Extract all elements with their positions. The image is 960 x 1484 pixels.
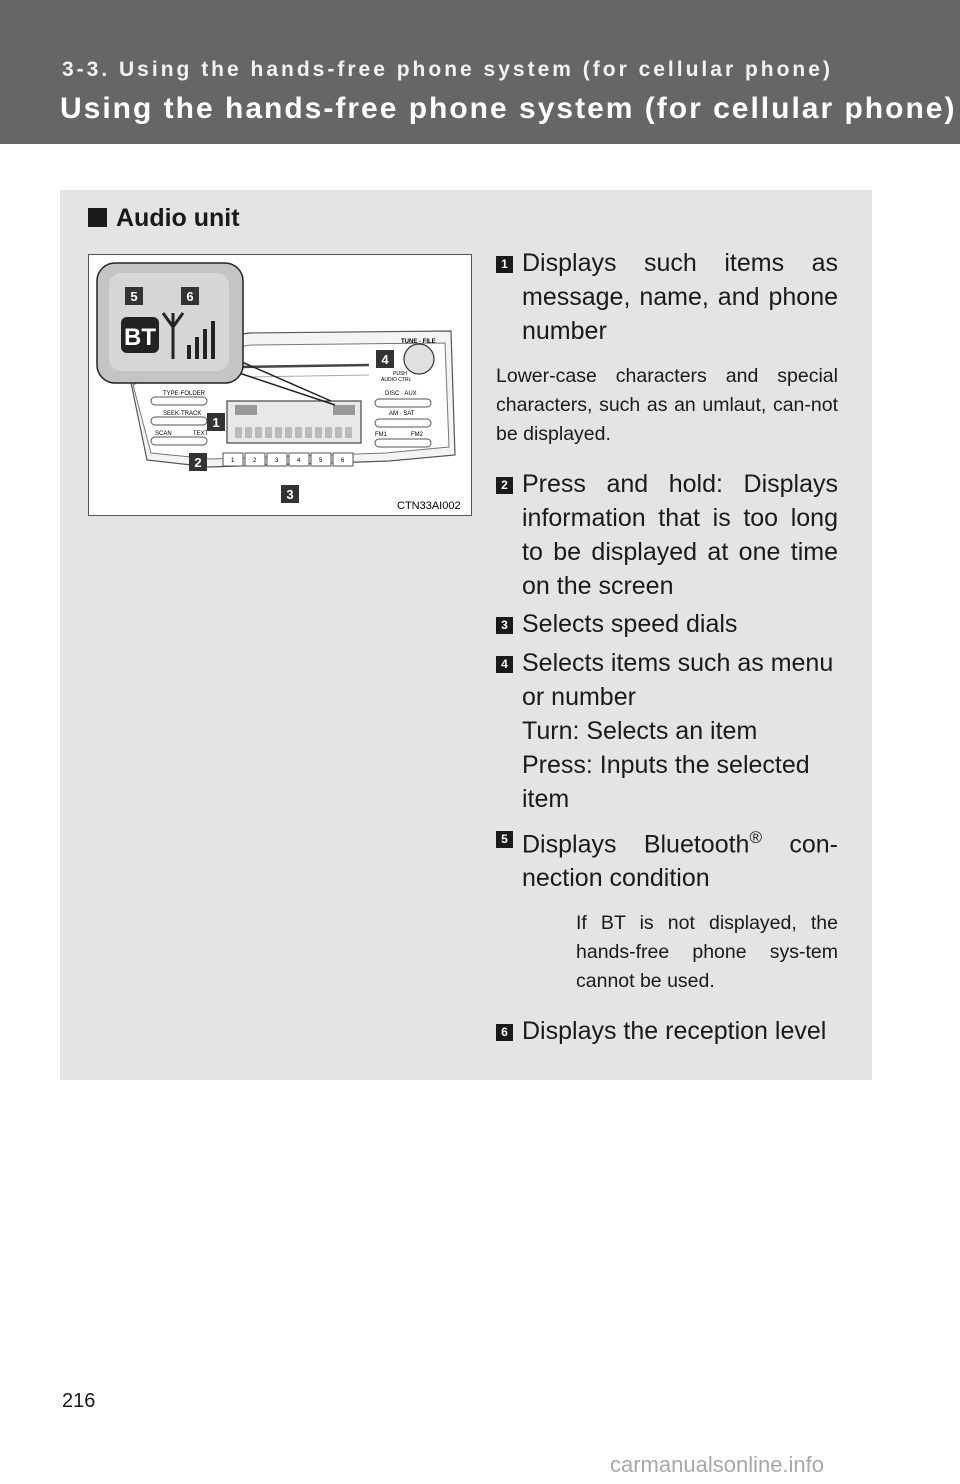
number-badge: 5 [496,831,513,848]
svg-text:6: 6 [186,289,194,304]
list-item-3 [496,607,838,641]
list-item-5 [496,821,838,895]
item-text: Displays Bluetooth [522,830,750,859]
number-badge: 2 [496,477,513,494]
svg-text:5: 5 [130,289,138,304]
text-label: TEXT [193,431,209,437]
preset-1-label: 1 [231,458,235,464]
list-item-4 [496,646,838,816]
item-subline: Press: Inputs the selected item [522,751,810,813]
note-1: Lower-case characters and special characters, such as an umlaut, can-not be displayed. [496,365,838,445]
scan-label: SCAN [155,431,172,437]
page-number: 216 [62,1390,96,1412]
note-5: If BT is not displayed, the hands-free phone sys-tem cannot be used. [576,912,838,993]
figure-code: CTN33AI002 [397,500,461,512]
square-bullet-icon [88,208,107,227]
list-item-1 [496,246,838,348]
tune-file-label: TUNE · FILE [401,339,436,345]
svg-text:2: 2 [194,455,202,470]
list-item-2 [496,467,838,603]
section-heading: 3-3. Using the hands-free phone system (for cellular phone) [62,58,833,81]
svg-text:1: 1 [212,415,220,430]
preset-6-label: 6 [341,458,345,464]
number-badge: 6 [496,1024,513,1041]
item-text: Displays the reception level [522,1017,827,1046]
fm1-label: FM1 [375,432,387,438]
svg-text:3: 3 [286,487,294,502]
number-badge: 1 [496,256,513,273]
type-folder-label: TYPE·FOLDER [163,391,206,397]
push-label: PUSH [393,371,407,377]
item-text: Displays such items as message, name, and phone number [522,249,838,345]
item-text: Selects speed dials [522,610,738,638]
bt-badge-text: BT [124,324,156,351]
preset-5-label: 5 [319,458,323,464]
item-text: Selects items such as menu or number [522,649,834,711]
callout-3 [281,485,299,503]
svg-text:4: 4 [381,352,389,367]
callout-6 [181,287,199,305]
seek-track-label: SEEK·TRACK [163,411,202,417]
audio-unit-figure [88,254,472,516]
preset-2-label: 2 [253,458,257,464]
subheading: Audio unit [88,204,240,233]
list-item-6 [496,1014,838,1048]
callout-4 [376,350,394,368]
page-title: Using the hands-free phone system (for cellular phone) [60,92,957,125]
callout-1 [207,413,225,431]
fm2-label: FM2 [411,432,423,438]
callout-5 [125,287,143,305]
preset-3-label: 3 [275,458,279,464]
am-sat-label: AM · SAT [389,411,415,417]
header-bar [0,0,960,144]
item-text-cont: con-nection condition [522,830,838,893]
number-badge: 4 [496,656,513,673]
preset-4-label: 4 [297,458,301,464]
callout-2 [189,453,207,471]
registered-mark: ® [749,828,762,847]
number-badge: 3 [496,617,513,634]
item-subline: Turn: Selects an item [522,717,758,745]
watermark: carmanualsonline.info [610,1452,825,1477]
description-list [496,246,838,1048]
disc-aux-label: DISC · AUX [385,391,417,397]
audio-ctrl-label: AUDIO CTRL [381,377,412,383]
item-text: Press and hold: Displays information that is too long to be displayed at one time on the screen [522,470,838,600]
